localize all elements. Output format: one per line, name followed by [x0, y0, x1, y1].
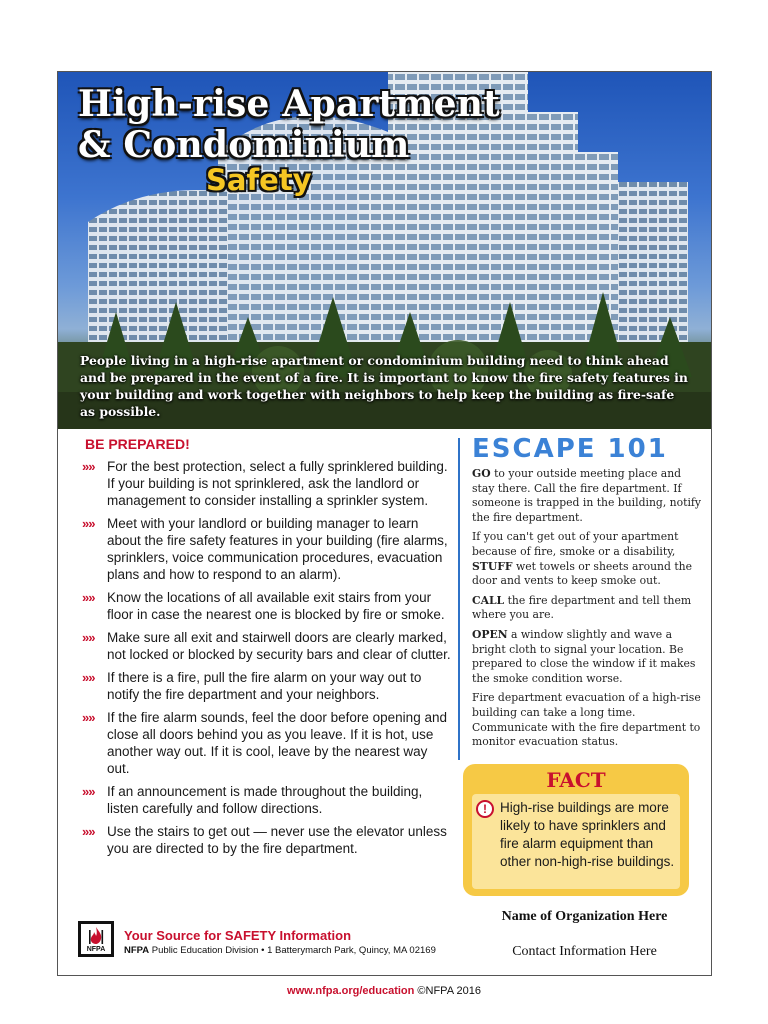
list-item-text: For the best protection, select a fully sprinklered building. If your building is not sprinklered, ask the landlord or management to consider installing a sprinkler system.	[107, 459, 448, 508]
fact-box	[463, 764, 689, 896]
escape-divider	[458, 438, 460, 760]
list-item	[82, 515, 452, 583]
triple-chevron-icon: »»	[82, 670, 95, 685]
list-item-text: Use the stairs to get out — never use the elevator unless you are directed to by the fire department.	[107, 824, 447, 856]
source-tagline: Your Source for SAFETY Information	[124, 928, 352, 943]
triple-chevron-icon: »»	[82, 516, 95, 531]
escape-paragraph-evacuation: Fire department evacuation of a high-rise building can take a long time. Communicate with the fire department to monitor evacuation status.	[472, 691, 701, 749]
fact-content	[472, 794, 680, 889]
triple-chevron-icon: »»	[82, 784, 95, 799]
list-item	[82, 458, 452, 509]
nfpa-logo	[78, 921, 114, 957]
triple-chevron-icon: »»	[82, 710, 95, 725]
escape-101-body	[472, 467, 706, 755]
list-item	[82, 669, 452, 703]
list-item-text: Make sure all exit and stairwell doors are clearly marked, not locked or blocked by security bars and clear of clutter.	[107, 630, 451, 662]
escape-paragraph-stuff: If you can't get out of your apartment because of fire, smoke or a disability, STUFF wet towels or sheets around the door and vents to keep smoke out.	[472, 530, 693, 588]
contact-information: Contact Information Here	[512, 944, 657, 959]
list-item-text: Meet with your landlord or building manager to learn about the fire safety features in your building (fire alarms, sprinklers, voice communication procedures, evacuation plans and how to respond to an alarm).	[107, 516, 448, 582]
list-item	[82, 709, 452, 777]
list-item	[82, 823, 452, 857]
triple-chevron-icon: »»	[82, 630, 95, 645]
title-safety: Safety	[206, 163, 312, 197]
flame-icon	[86, 926, 106, 946]
organization-name: Name of Organization Here	[501, 909, 668, 924]
escape-paragraph-call: CALL the fire department and tell them where you are.	[472, 593, 692, 622]
list-item-text: If an announcement is made throughout the building, listen carefully and follow directions.	[107, 784, 423, 816]
title-line-2: & Condominium	[78, 124, 410, 166]
be-prepared-list	[82, 458, 452, 863]
page-title	[78, 84, 618, 166]
escape-paragraph-go: GO to your outside meeting place and stay there. Call the fire department. If someone is trapped in the building, notify the fire department.	[472, 467, 702, 524]
nfpa-logo-text: NFPA	[86, 946, 106, 953]
triple-chevron-icon: »»	[82, 824, 95, 839]
triple-chevron-icon: »»	[82, 459, 95, 474]
title-line-1: High-rise Apartment	[78, 83, 500, 125]
intro-paragraph: People living in a high-rise apartment or condominium building need to think ahead and be prepared in the event of a fire. It is important to know the fire safety features in your building and work together with neighbors to help keep the building as fire-safe as possible.	[80, 353, 688, 419]
list-item-text: If the fire alarm sounds, feel the door before opening and close all doors behind you as you leave. If it is hot, use another way out. If it is cool, leave by the nearest way out.	[107, 710, 447, 776]
footer-url-line	[0, 985, 768, 997]
list-item	[82, 629, 452, 663]
list-item-text: If there is a fire, pull the fire alarm on your way out to notify the fire department and your neighbors.	[107, 670, 422, 702]
fact-heading: FACT	[546, 768, 606, 792]
escape-101-heading: ESCAPE 101	[472, 434, 668, 464]
fact-text: High-rise buildings are more likely to have sprinklers and fire alarm equipment than other non-high-rise buildings.	[500, 800, 675, 869]
triple-chevron-icon: »»	[82, 590, 95, 605]
be-prepared-heading: BE PREPARED!	[85, 436, 190, 452]
copyright: ©NFPA 2016	[414, 985, 481, 997]
website-link[interactable]: www.nfpa.org/education	[287, 985, 415, 997]
address-line: NFPA Public Education Division • 1 Batterymarch Park, Quincy, MA 02169	[124, 945, 436, 956]
list-item	[82, 783, 452, 817]
escape-paragraph-open: OPEN a window slightly and wave a bright cloth to signal your location. Be prepared to close the window if it makes the smoke condition worse.	[472, 627, 696, 685]
hero-banner	[58, 72, 711, 429]
list-item	[82, 589, 452, 623]
list-item-text: Know the locations of all available exit stairs from your floor in case the nearest one is blocked by fire or smoke.	[107, 590, 445, 622]
exclamation-icon: !	[476, 800, 494, 818]
flyer-page	[57, 71, 712, 976]
